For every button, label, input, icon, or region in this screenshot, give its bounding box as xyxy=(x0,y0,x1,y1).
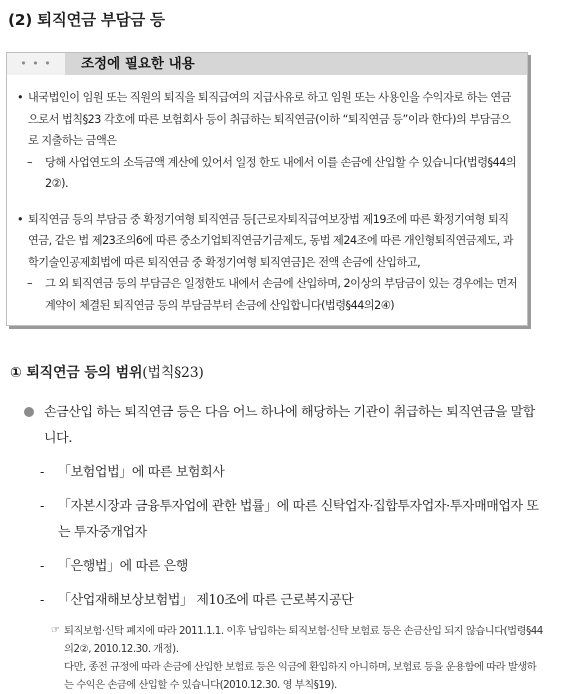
intro-paragraph xyxy=(24,400,544,452)
list-item xyxy=(24,554,544,580)
list-item-text: 「은행법」에 따른 은행 xyxy=(58,559,188,574)
dots-icon: • • • xyxy=(7,53,65,75)
section-body xyxy=(24,400,544,694)
dash-mark: - xyxy=(40,559,44,574)
list-item-text: 「산업재해보상보험법」 제10조에 따른 근로복지공단 xyxy=(58,593,354,608)
dash-mark: – xyxy=(27,155,33,169)
box-header xyxy=(7,53,527,75)
box-paragraph xyxy=(17,273,517,316)
intro-text: 손금산입 하는 퇴직연금 등은 다음 어느 하나에 해당하는 기관이 취급하는 퇴직연금을 말합니다. xyxy=(44,405,535,446)
note-line: 퇴직보험·신탁 폐지에 따라 2011.1.1. 이후 납입하는 퇴직보험·신탁 보험료 등은 손금산입 되지 않습니다(법령§44의2②, 2010.12.30. 개정). xyxy=(64,625,543,655)
box-paragraph xyxy=(17,209,517,274)
note-line: 다만, 종전 규정에 따라 손금에 산입한 보험료 등은 익금에 환입하지 아니하며, 보험료 등을 운용함에 따라 발생하는 수익은 손금에 산입할 수 있습니다(2010.12.30. 영 부칙§19). xyxy=(64,661,537,691)
section-heading-text: ① 퇴직연금 등의 범위 xyxy=(10,365,143,381)
circle-bullet-icon xyxy=(24,407,34,417)
paragraph-text: 내국법인이 임원 또는 직원의 퇴직을 퇴직급여의 지급사유로 하고 임원 또는 사용인을 수익자로 하는 연금으로서 법칙§23 각호에 따른 보험회사 등이 취급하는 퇴직연금(이하 “퇴직연금 등”이라 한다)의 부담금으로 지출하는 금액은 xyxy=(28,91,511,147)
dash-mark: - xyxy=(40,593,44,608)
list-item-text: 「자본시장과 금융투자업에 관한 법률」에 따른 신탁업자·집합투자업자·투자매매업자 또는 투자중개업자 xyxy=(58,499,539,540)
bullet-mark: • xyxy=(17,91,24,104)
paragraph-text: 그 외 퇴직연금 등의 부담금은 일정한도 내에서 손금에 산입하며, 2이상의 부담금이 있는 경우에는 먼저 계약이 체결된 퇴직연금 등의 부담금부터 손금에 산입합니다(법령§44의2④) xyxy=(45,277,517,312)
list-item-text: 「보험업법」에 따른 보험회사 xyxy=(58,465,225,480)
bullet-mark: • xyxy=(17,212,24,226)
page-heading: (2) 퇴직연금 부담금 등 xyxy=(8,11,165,29)
box-paragraph xyxy=(17,152,517,195)
pointing-hand-icon: ☞ xyxy=(51,625,60,636)
adjustment-info-box xyxy=(6,52,528,326)
paragraph-text: 당해 사업연도의 소득금액 계산에 있어서 일정 한도 내에서 이를 손금에 산입할 수 있습니다(법령§44의2②). xyxy=(45,155,517,190)
box-body xyxy=(7,75,527,316)
paragraph-text: 퇴직연금 등의 부담금 중 확정기여형 퇴직연금 등[근로자퇴직급여보장법 제19조에 따른 확정기여형 퇴직연금, 같은 법 제23조의6에 따른 중소기업퇴직연금기금제도, 동법 제24조에 따른 개인형퇴직연금제도, 과학기술인공제회법에 따른 퇴직연금 중 확정기여형 퇴직연금]은 전액 손금에 산입하고, xyxy=(28,212,514,269)
box-title: 조정에 필요한 내용 xyxy=(81,56,195,72)
dash-mark: - xyxy=(40,465,44,480)
note-block xyxy=(24,622,544,694)
list-item xyxy=(24,588,544,614)
box-paragraph xyxy=(17,87,517,152)
dash-mark: - xyxy=(40,499,44,514)
list-item xyxy=(24,460,544,486)
list-item xyxy=(24,494,544,546)
section-heading xyxy=(10,362,204,382)
dash-mark: – xyxy=(27,277,33,290)
section-heading-ref: (법칙§23) xyxy=(142,365,204,381)
